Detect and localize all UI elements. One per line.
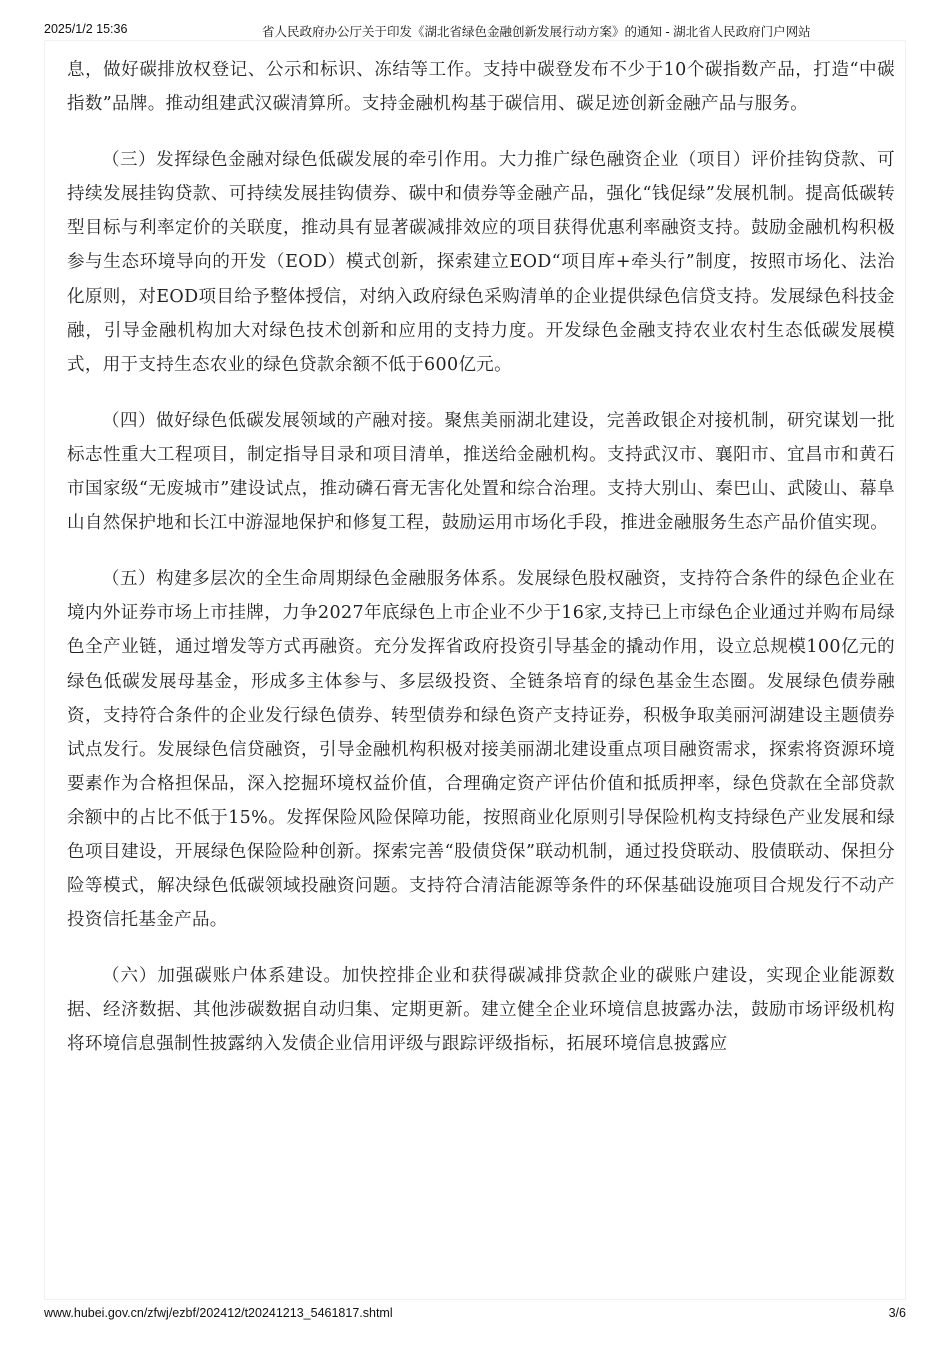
print-footer <box>0 1306 950 1326</box>
article-body <box>67 53 895 1084</box>
print-url: www.hubei.gov.cn/zfwj/ezbf/202412/t20241213_5461817.shtml <box>44 1306 393 1320</box>
article-frame <box>44 40 906 1300</box>
print-date: 2025/1/2 15:36 <box>44 22 128 36</box>
article-paragraph: （五）构建多层次的全生命周期绿色金融服务体系。发展绿色股权融资，支持符合条件的绿色企业在境内外证券市场上市挂牌，力争2027年底绿色上市企业不少于16家,支持已上市绿色企业通过并购布局绿色全产业链，通过增发等方式再融资。充分发挥省政府投资引导基金的撬动作用，设立总规模100亿元的绿色低碳发展母基金，形成多主体参与、多层级投资、全链条培育的绿色基金生态圈。发展绿色债券融资，支持符合条件的企业发行绿色债券、转型债券和绿色资产支持证券，积极争取美丽河湖建设主题债券试点发行。发展绿色信贷融资，引导金融机构积极对接美丽湖北建设重点项目融资需求，探索将资源环境要素作为合格担保品，深入挖掘环境权益价值，合理确定资产评估价值和抵质押率，绿色贷款在全部贷款余额中的占比不低于15%。发挥保险风险保障功能，按照商业化原则引导保险机构支持绿色产业发展和绿色项目建设，开展绿色保险险种创新。探索完善“股债贷保”联动机制，通过投贷联动、股债联动、保担分险等模式，解决绿色低碳领域投融资问题。支持符合清洁能源等条件的环保基础设施项目合规发行不动产投资信托基金产品。 <box>67 569 895 931</box>
print-page-title: 省人民政府办公厅关于印发《湖北省绿色金融创新发展行动方案》的通知 - 湖北省人民政府门户网站 <box>262 25 811 39</box>
article-paragraph: （四）做好绿色低碳发展领域的产融对接。聚焦美丽湖北建设，完善政银企对接机制，研究谋划一批标志性重大工程项目，制定指导目录和项目清单，推送给金融机构。支持武汉市、襄阳市、宜昌市和黄石市国家级“无废城市”建设试点，推动磷石膏无害化处置和综合治理。支持大别山、秦巴山、武陵山、幕阜山自然保护地和长江中游湿地保护和修复工程，鼓励运用市场化手段，推进金融服务生态产品价值实现。 <box>67 410 895 534</box>
article-paragraph: （六）加强碳账户体系建设。加快控排企业和获得碳减排贷款企业的碳账户建设，实现企业能源数据、经济数据、其他涉碳数据自动归集、定期更新。建立健全企业环境信息披露办法，鼓励市场评级机构将环境信息强制性披露纳入发债企业信用评级与跟踪评级指标，拓展环境信息披露应 <box>67 966 895 1055</box>
article-paragraph: （三）发挥绿色金融对绿色低碳发展的牵引作用。大力推广绿色融资企业（项目）评价挂钩贷款、可持续发展挂钩贷款、可持续发展挂钩债券、碳中和债券等金融产品，强化“钱促绿”发展机制。提高低碳转型目标与利率定价的关联度，推动具有显著碳减排效应的项目获得优惠利率融资支持。鼓励金融机构积极参与生态环境导向的开发（EOD）模式创新，探索建立EOD“项目库+牵头行”制度，按照市场化、法治化原则，对EOD项目给予整体授信，对纳入政府绿色采购清单的企业提供绿色信贷支持。发展绿色科技金融，引导金融机构加大对绿色技术创新和应用的支持力度。开发绿色金融支持农业农村生态低碳发展模式，用于支持生态农业的绿色贷款余额不低于600亿元。 <box>67 150 895 375</box>
print-header <box>0 22 950 42</box>
print-page-number: 3/6 <box>888 1306 906 1320</box>
article-paragraph: 息，做好碳排放权登记、公示和标识、冻结等工作。支持中碳登发布不少于10个碳指数产品，打造“中碳指数”品牌。推动组建武汉碳清算所。支持金融机构基于碳信用、碳足迹创新金融产品与服务。 <box>67 60 895 115</box>
